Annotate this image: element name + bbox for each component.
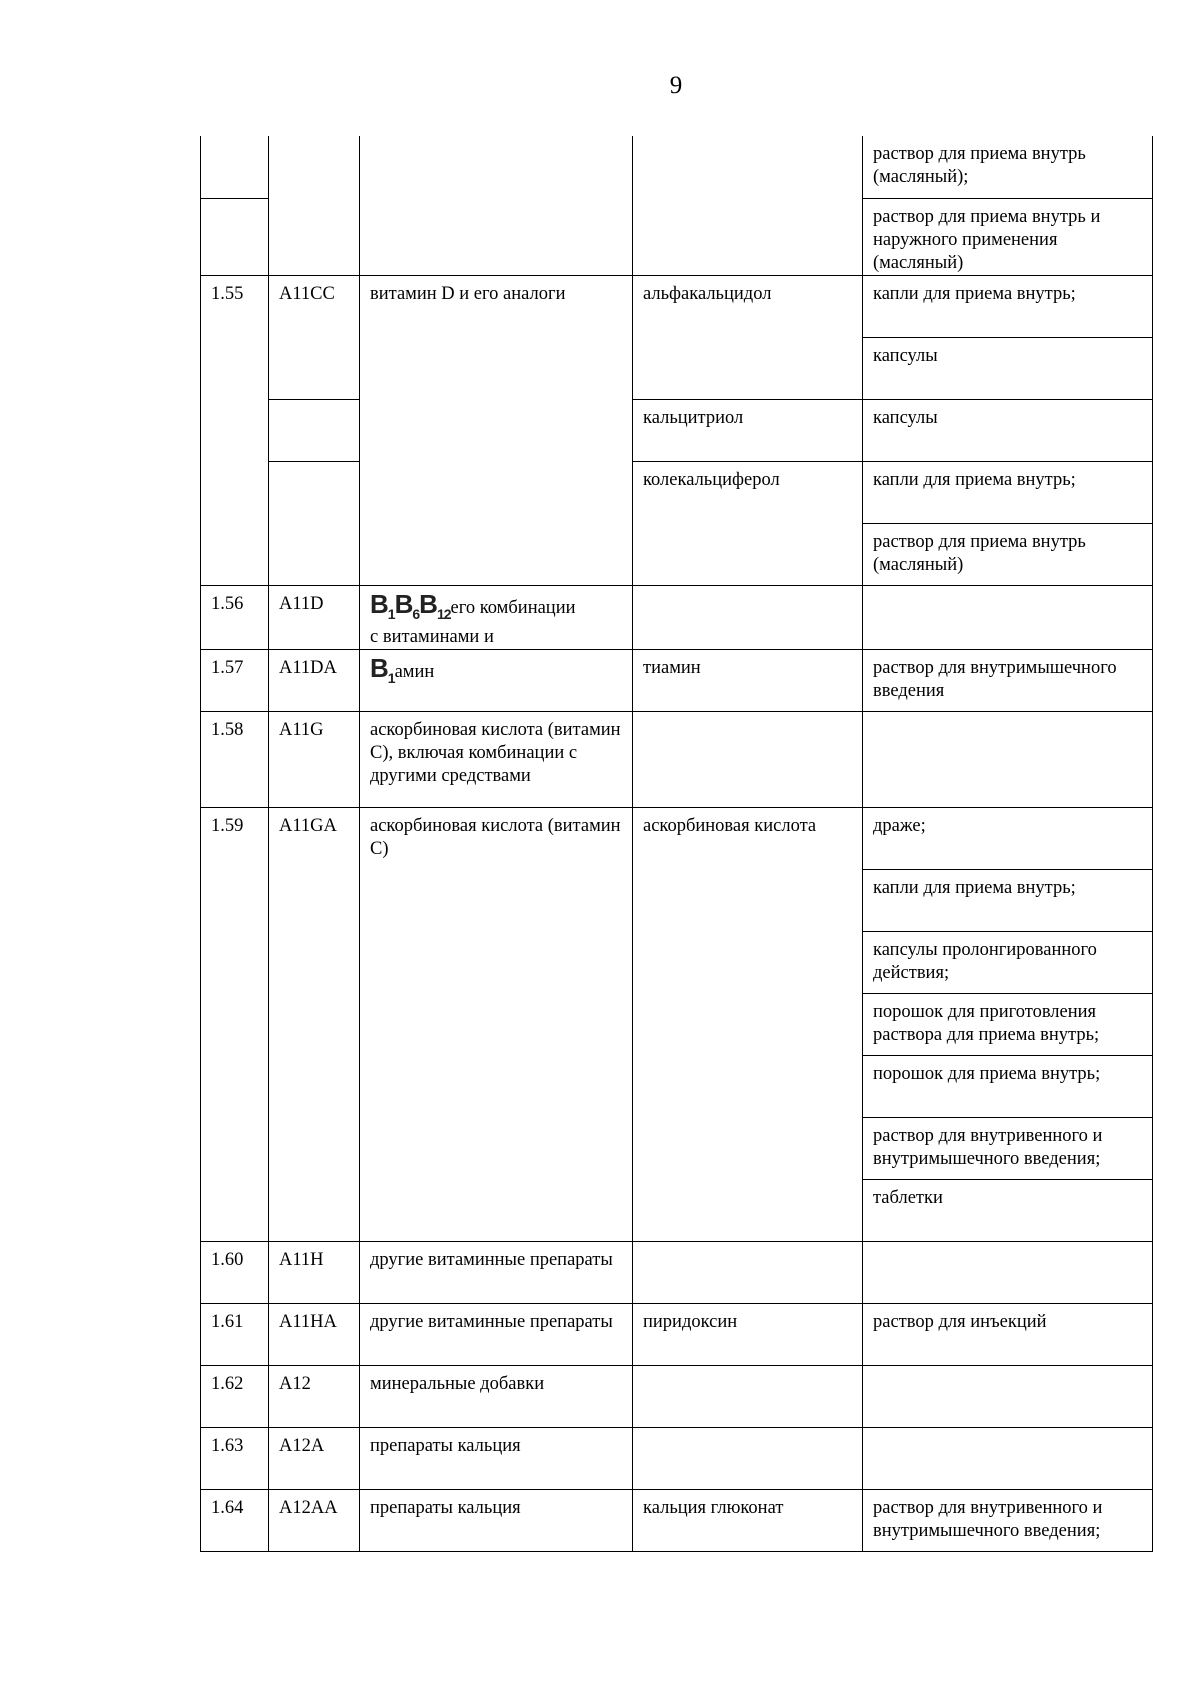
row-number-cell [201,136,269,198]
form-cell [863,1241,1153,1303]
row-number-cell: 1.63 [201,1427,269,1489]
table-row [201,461,1153,523]
table-row [201,649,1153,711]
form-cell: раствор для внутримышечного введения [863,649,1153,711]
table-row [201,711,1153,807]
group-cell: препараты кальция [360,1427,633,1489]
code-cell [269,399,360,461]
drug-cell: альфакальцидол [633,275,863,399]
form-cell: капсулы [863,399,1153,461]
form-cell: капли для приема внутрь; [863,275,1153,337]
code-cell: A11CC [269,275,360,399]
code-cell: A11HA [269,1303,360,1365]
drug-cell [633,136,863,275]
form-cell: таблетки [863,1179,1153,1241]
code-cell: A11D [269,585,360,649]
code-cell [269,136,360,275]
row-number-cell: 1.58 [201,711,269,807]
drug-cell [633,1365,863,1427]
form-cell: раствор для инъекций [863,1303,1153,1365]
form-cell: раствор для внутривенного и внутримышечного введения; [863,1117,1153,1179]
form-cell: раствор для приема внутрь (масляный) [863,523,1153,585]
code-cell: A11H [269,1241,360,1303]
table-row [201,136,1153,198]
table-row [201,1427,1153,1489]
table-row [201,807,1153,869]
form-cell: порошок для приготовления раствора для приема внутрь; [863,993,1153,1055]
row-number-cell: 1.62 [201,1365,269,1427]
code-cell [269,461,360,585]
group-text: его комбинации [450,597,576,618]
group-cell: другие витаминные препараты [360,1241,633,1303]
group-cell [360,649,633,711]
code-cell: A12 [269,1365,360,1427]
group-cell: препараты кальция [360,1489,633,1551]
form-cell: драже; [863,807,1153,869]
drug-cell [633,1241,863,1303]
group-text: амин [394,661,435,682]
table-row [201,1241,1153,1303]
row-number-cell: 1.60 [201,1241,269,1303]
table-row [201,275,1153,337]
form-cell: капсулы [863,337,1153,399]
row-number-cell [201,198,269,275]
group-cell: аскорбиновая кислота (витамин C) [360,807,633,1241]
form-cell [863,711,1153,807]
drug-cell [633,585,863,649]
code-cell: A11G [269,711,360,807]
drug-cell: кальцитриол [633,399,863,461]
row-number-cell: 1.64 [201,1489,269,1551]
medication-table [200,136,1153,1552]
table-row [201,1303,1153,1365]
form-cell [863,1365,1153,1427]
code-cell: A11GA [269,807,360,1241]
drug-cell: пиридоксин [633,1303,863,1365]
vitamin-b-symbol: $B_1B_6B_{12}$ [370,588,451,622]
group-cell: минеральные добавки [360,1365,633,1427]
row-number-cell: 1.55 [201,275,269,585]
group-cell: другие витаминные препараты [360,1303,633,1365]
group-cell [360,136,633,275]
form-cell: капсулы пролонгированного действия; [863,931,1153,993]
row-number-cell: 1.56 [201,585,269,649]
form-cell [863,585,1153,649]
vitamin-b-symbol: $B_1$ [370,652,395,686]
form-cell: капли для приема внутрь; [863,869,1153,931]
code-cell: A11DA [269,649,360,711]
code-cell: A12AA [269,1489,360,1551]
form-cell: раствор для приема внутрь и наружного применения (масляный) [863,198,1153,275]
form-cell: капли для приема внутрь; [863,461,1153,523]
group-cell: витамин D и его аналоги [360,275,633,585]
row-number-cell: 1.61 [201,1303,269,1365]
table-row [201,399,1153,461]
group-text: с витаминами и [370,626,494,647]
group-cell: аскорбиновая кислота (витамин C), включая комбинации с другими средствами [360,711,633,807]
form-cell [863,1427,1153,1489]
table-row [201,1365,1153,1427]
code-cell: A12A [269,1427,360,1489]
drug-cell: аскорбиновая кислота [633,807,863,1241]
drug-cell [633,711,863,807]
drug-cell: тиамин [633,649,863,711]
table-row [201,585,1153,649]
form-cell: раствор для приема внутрь (масляный); [863,136,1153,198]
table-row [201,1489,1153,1551]
drug-cell: кальция глюконат [633,1489,863,1551]
form-cell: порошок для приема внутрь; [863,1055,1153,1117]
drug-cell: колекальциферол [633,461,863,585]
group-cell [360,585,633,649]
row-number-cell: 1.59 [201,807,269,1241]
drug-cell [633,1427,863,1489]
form-cell: раствор для внутривенного и внутримышечного введения; [863,1489,1153,1551]
page-number: 9 [669,72,683,99]
row-number-cell: 1.57 [201,649,269,711]
